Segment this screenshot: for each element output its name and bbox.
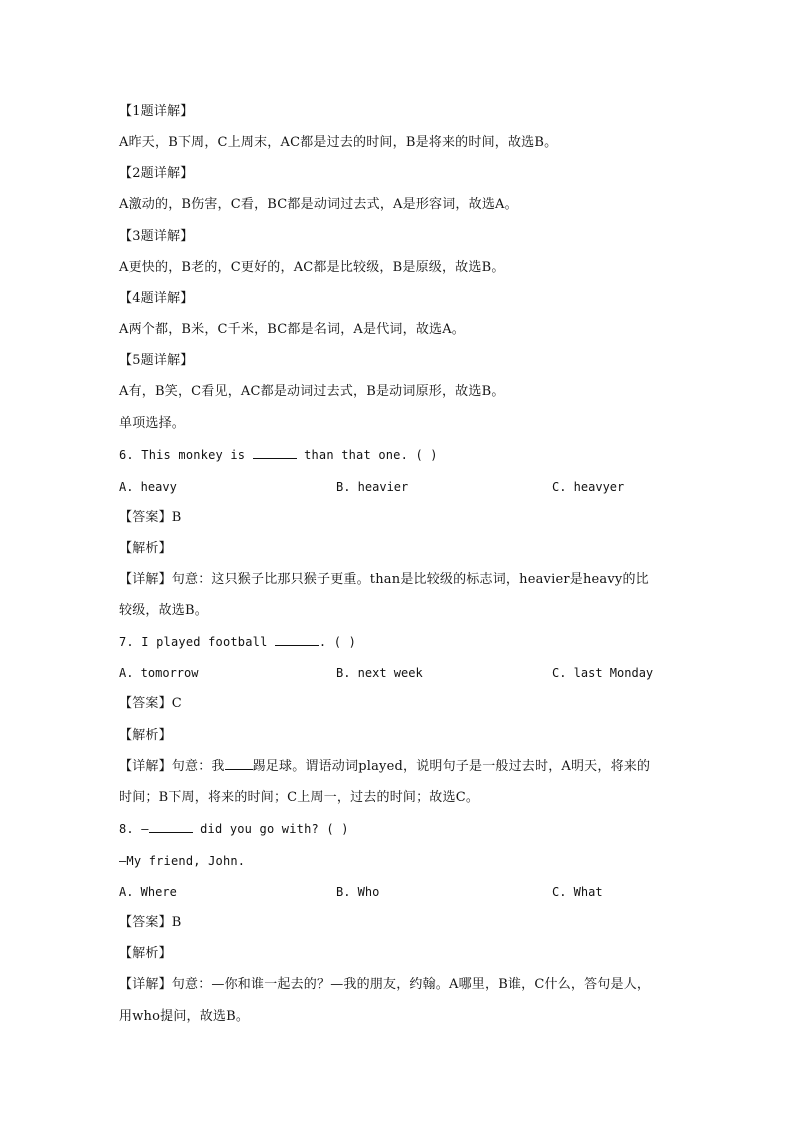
section-2-text: A激动的，B伤害，C看，BC都是动词过去式，A是形容词，故选A。 — [119, 197, 518, 212]
question-6-stem-start: 6. This monkey is — [119, 448, 253, 462]
question-8-stem — [119, 819, 349, 839]
question-8-detail-line-1: 【详解】句意：—你和谁一起去的？—我的朋友，约翰。A哪里，B谁，C什么，答句是人， — [119, 977, 651, 992]
question-8-option-b: B. Who — [336, 885, 380, 899]
question-6-stem — [119, 445, 438, 465]
question-6-answer: 【答案】B — [119, 510, 182, 525]
question-7-analysis: 【解析】 — [119, 728, 172, 743]
question-8-detail-line-2: 用who提问，故选B。 — [119, 1009, 250, 1024]
question-6-stem-end: than that one. ( ) — [296, 448, 438, 462]
question-7-detail-start: 【详解】句意：我 — [119, 759, 225, 774]
question-7-option-b: B. next week — [336, 666, 423, 680]
section-1-header: 【1题详解】 — [119, 104, 194, 119]
question-8-option-a: A. Where — [119, 885, 177, 899]
question-6-detail-line-1: 【详解】句意：这只猴子比那只猴子更重。than是比较级的标志词，heavier是heavy的比 — [119, 572, 649, 587]
section-title: 单项选择。 — [119, 416, 186, 431]
question-8-reply: —My friend, John. — [119, 854, 246, 868]
question-6-option-b: B. heavier — [336, 480, 409, 494]
question-6-option-a: A. heavy — [119, 480, 177, 494]
question-8-stem-start: 8. — — [119, 822, 149, 836]
question-7-stem-start: 7. I played football — [119, 635, 275, 649]
question-7-stem-end: . ( ) — [318, 635, 357, 649]
question-6-detail-line-2: 较级，故选B。 — [119, 603, 208, 618]
question-8-stem-end: did you go with? ( ) — [192, 822, 349, 836]
question-7-detail-line-2: 时间；B下周，将来的时间；C上周一，过去的时间；故选C。 — [119, 790, 480, 805]
answer-blank — [253, 446, 297, 459]
question-7-option-c: C. last Monday — [552, 666, 654, 680]
section-4-text: A两个都，B米，C千米，BC都是名词，A是代词，故选A。 — [119, 322, 466, 337]
question-8-analysis: 【解析】 — [119, 946, 172, 961]
section-3-text: A更快的，B老的，C更好的，AC都是比较级，B是原级，故选B。 — [119, 260, 505, 275]
section-2-header: 【2题详解】 — [119, 166, 194, 181]
answer-blank — [275, 633, 319, 646]
answer-blank — [149, 820, 193, 833]
question-7-detail-end: 踢足球。谓语动词played，说明句子是一般过去时，A明天，将来的 — [252, 759, 651, 774]
section-4-header: 【4题详解】 — [119, 291, 194, 306]
question-6-option-c: C. heavyer — [552, 480, 625, 494]
section-1-text: A昨天，B下周，C上周末，AC都是过去的时间，B是将来的时间，故选B。 — [119, 135, 558, 150]
question-7-stem — [119, 632, 356, 652]
section-5-text: A有，B笑，C看见，AC都是动词过去式，B是动词原形，故选B。 — [119, 384, 505, 399]
section-3-header: 【3题详解】 — [119, 229, 194, 244]
question-7-answer: 【答案】C — [119, 696, 182, 711]
answer-blank — [225, 757, 253, 770]
question-7-option-a: A. tomorrow — [119, 666, 199, 680]
question-8-answer: 【答案】B — [119, 915, 182, 930]
question-8-option-c: C. What — [552, 885, 603, 899]
question-6-analysis: 【解析】 — [119, 541, 172, 556]
section-5-header: 【5题详解】 — [119, 353, 194, 368]
question-7-detail-line-1 — [119, 757, 650, 777]
